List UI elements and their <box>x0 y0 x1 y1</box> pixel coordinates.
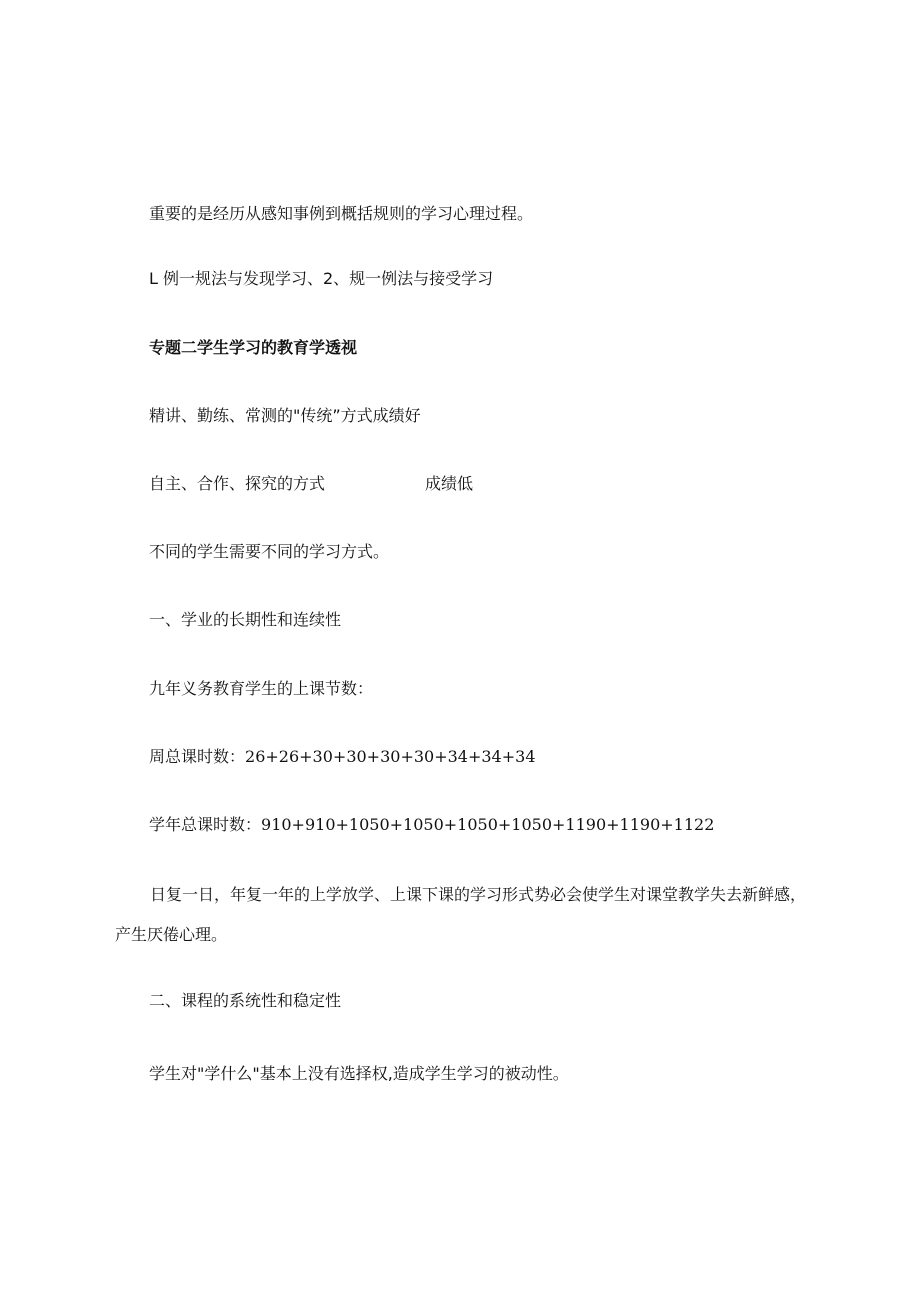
yearly-hours-value: 910+910+1050+1050+1050+1050+1190+1190+1122 <box>261 815 715 834</box>
weekly-hours-label: 周总课时数： <box>149 747 246 766</box>
section-heading: 专题二学生学习的教育学透视 <box>149 338 358 357</box>
paragraph: 日复一日，年复一年的上学放学、上课下课的学习形式势必会使学生对课堂教学失去新鲜感，产生厌倦心理。 <box>115 885 807 944</box>
text-line-4: 精讲、勤练、常测的"传统”方式成绩好 <box>149 406 421 425</box>
text-line-6: 不同的学生需要不同的学习方式。 <box>149 542 390 561</box>
text-line-5-right: 成绩低 <box>425 474 474 493</box>
weekly-hours-value: 26+26+30+30+30+30+34+34+34 <box>245 747 536 766</box>
text-line-1: 重要的是经历从感知事例到概括规则的学习心理过程。 <box>149 204 534 223</box>
text-line-12: 二、课程的系统性和稳定性 <box>149 991 342 1010</box>
text-line-5-left: 自主、合作、探究的方式 <box>149 474 326 493</box>
text-line-2: L 例一规法与发现学习、2、规一例法与接受学习 <box>149 269 494 288</box>
text-line-8: 九年义务教育学生的上课节数： <box>149 679 374 698</box>
text-line-10 <box>149 815 714 835</box>
text-line-7: 一、学业的长期性和连续性 <box>149 610 342 629</box>
text-line-13: 学生对"学什么"基本上没有选择权,造成学生学习的被动性。 <box>149 1064 569 1083</box>
text-line-5 <box>149 474 473 494</box>
yearly-hours-label: 学年总课时数： <box>149 815 262 834</box>
text-line-9 <box>149 747 536 767</box>
